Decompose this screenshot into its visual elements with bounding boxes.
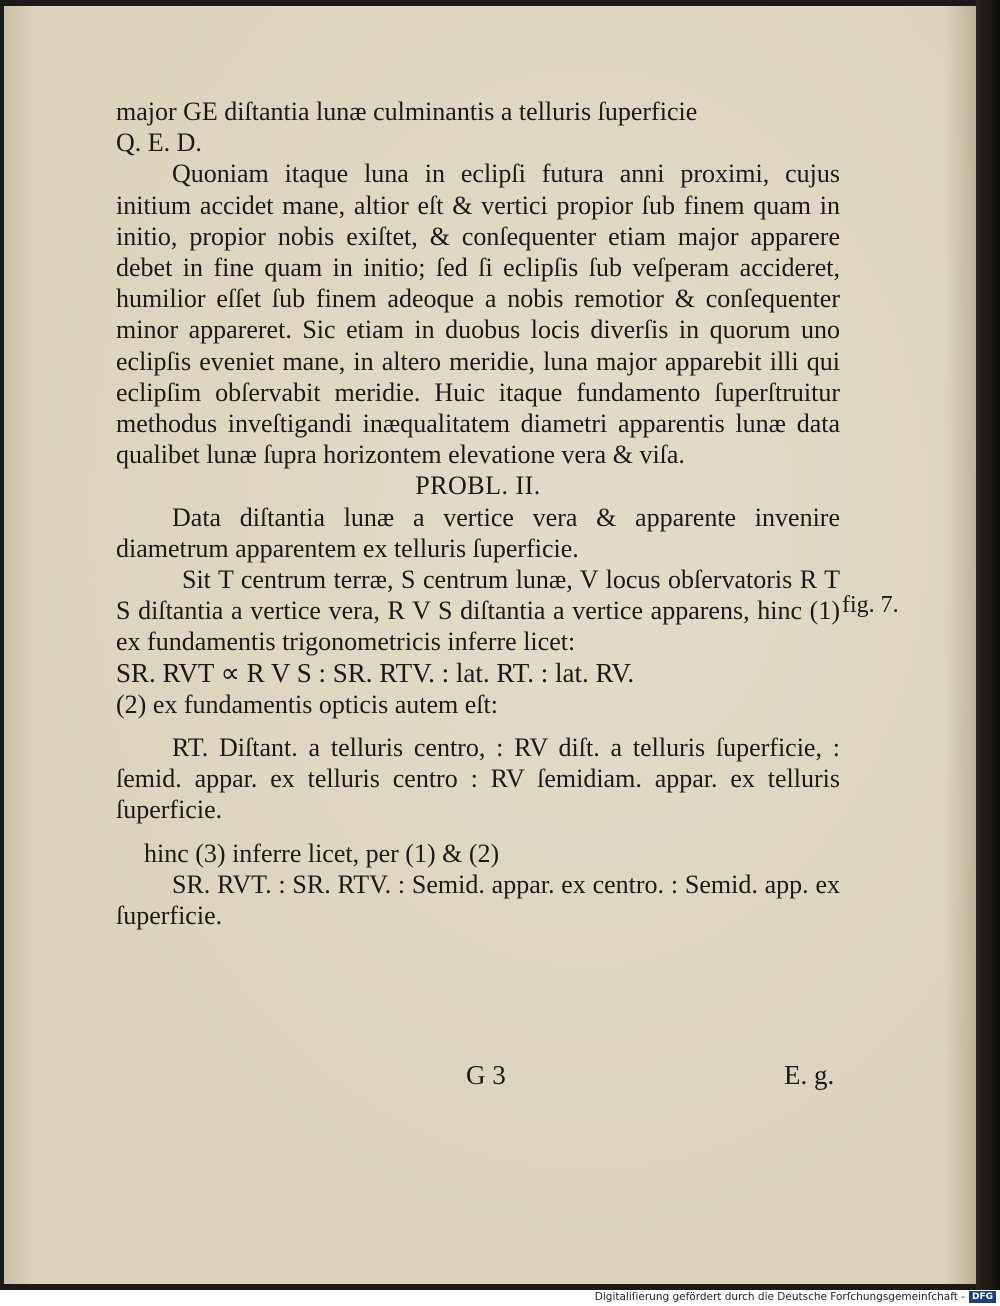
- digitization-credit: [595, 1290, 996, 1304]
- line-major-ge: major GE diſtantia lunæ culminantis a telluris ſuperficie: [116, 97, 698, 126]
- line-fundamentis-opticis: (2) ex fundamentis opticis autem eſt:: [116, 689, 498, 719]
- problem-heading: PROBL. II.: [415, 471, 541, 501]
- catchword: E. g.: [784, 1060, 835, 1090]
- book-edge: [976, 0, 1000, 1290]
- line-qed: Q. E. D.: [116, 128, 202, 158]
- paragraph-sit: Sit T centrum terræ, S centrum lunæ, V locus obſervatoris R T S diſtantia a vertice vera, R V S diſtantia a vertice apparens, hinc (1) ex fundamentis trigonometricis inferre licet:: [116, 565, 840, 657]
- paragraph-rt: RT. Diſtant. a telluris centro, : RV diſt. a telluris ſuperficie, : ſemid. appar. ex telluris centro : RV ſemidiam. appar. ex telluris ſuperficie.: [116, 733, 840, 825]
- line-hinc: hinc (3) inferre licet, per (1) & (2): [144, 838, 500, 868]
- paragraph-sr: SR. RVT. : SR. RTV. : Semid. appar. ex centro. : Semid. app. ex ſuperficie.: [116, 869, 840, 931]
- page-text: [116, 96, 840, 931]
- margin-figure-reference: fig. 7.: [842, 592, 899, 618]
- dfg-logo-icon: DFG: [969, 1291, 996, 1303]
- formula-proportion: SR. RVT ∝ R V S : SR. RTV. : lat. RT. : lat. RV.: [116, 657, 635, 688]
- credit-text: Digitaliſierung gefördert durch die Deutsche Forſchungsgemeinſchaft -: [594, 1291, 965, 1303]
- paragraph-quoniam: Quoniam itaque luna in eclipſi futura anni proximi, cujus initium accidet mane, altior eſt & vertici propior ſub finem quam in initio, propior nobis exiſtet, & conſequenter etiam major apparere debet in fine quam in initio; ſed ſi eclipſis ſub veſperam accideret, humilior eſſet ſub finem adeoque a nobis remotior & conſequenter minor appareret. Sic etiam in duobus locis diverſis in quorum uno eclipſis eveniet mane, in altero meridie, luna major apparebit illi qui eclipſim obſervabit meridie. Huic itaque fundamento ſuperſtruitur methodus inveſtigandi inæqualitatem diametri apparentis lunæ data qualibet lunæ ſupra horizontem elevatione vera & viſa.: [116, 159, 840, 470]
- paragraph-data: Data diſtantia lunæ a vertice vera & apparente invenire diametrum apparentem ex telluris ſuperficie.: [116, 502, 840, 563]
- signature-mark: G 3: [466, 1060, 506, 1090]
